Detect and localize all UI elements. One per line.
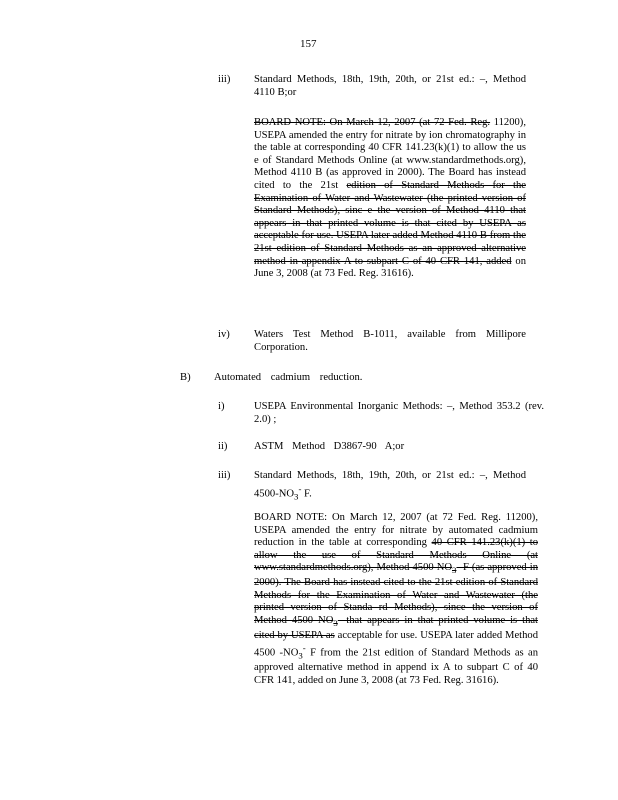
item-marker: ii): [218, 441, 228, 452]
section-marker: B): [180, 372, 191, 383]
board-note: [254, 512, 538, 688]
item-marker: iii): [218, 74, 231, 85]
superscript: -: [298, 483, 302, 494]
item-text: [254, 470, 526, 503]
subscript: 3: [452, 565, 457, 576]
item-marker: iii): [218, 470, 231, 481]
item-text: Waters Test Method B-1011, available from Millipore Corporation.: [254, 329, 526, 353]
struck-text: BOARD NOTE: On March 12, 2007 (at 72 Fed. Reg.: [254, 117, 491, 128]
struck-text: edition of Standard Methods for the Examination of Water and Wastewater (the printed version of Standard Methods), sinc e the version of Method 4110 that appears in that printed volume is that cited by USEPA as acceptable for use. USEPA later added Method 4110 B from the 21st edition of Standard Methods as an approved alternative method in appendix A to subpart C of 40 CFR 141, added: [254, 179, 526, 267]
item-text: ASTM Method D3867-90 A;or: [254, 441, 405, 452]
subscript: 3: [298, 650, 303, 661]
page-number: 157: [300, 38, 317, 50]
item-marker: iv): [218, 329, 230, 340]
item-text: USEPA Environmental Inorganic Methods: –, Method 353.2 (rev. 2.0) ;: [254, 401, 544, 425]
note-text: 11200), USEPA amended the entry for nitrate by ion chromatography in the table at corresponding 40 CFR 141.23(k)(1) to allow the us e of Standard Methods Online (at www.standardmethods.org), Method 4110 B (as approved in 2000). The Board has instead cited to the 21st: [254, 117, 526, 191]
item-text-part: Standard Methods, 18th, 19th, 20th, or 21st ed.: –, Method: [254, 470, 526, 481]
note-text: on June 3, 2008 (at 73 Fed. Reg. 31616).: [254, 255, 526, 280]
item-text-part: 4500-NO: [254, 488, 295, 500]
note-text: F from the 21st edition of Standard Methods as an approved alternative method in append ix A to subpart C of 40 CFR 141, added on June 3, 2008 (at 73 Fed. Reg. 31616).: [254, 647, 538, 686]
subscript: 3: [294, 491, 299, 502]
note-text: acceptable for use. USEPA later added Method 4500 -NO: [254, 629, 538, 659]
superscript: -: [302, 643, 306, 654]
board-note: [254, 117, 526, 281]
subscript: 3: [333, 617, 338, 628]
section-title: Automated cadmium reduction.: [214, 372, 363, 383]
item-text: Standard Methods, 18th, 19th, 20th, or 21st ed.: –, Method 4110 B;or: [254, 74, 526, 98]
struck-text: - that appears in that printed volume is that cited by USEPA as: [254, 614, 539, 641]
note-text: BOARD NOTE: On March 12, 2007 (at 72 Fed. Reg. 11200), USEPA amended the entry for nitrate by automated cadmium reduction in the table at corresponding: [254, 512, 538, 549]
item-marker: i): [218, 401, 225, 412]
item-text-part: F.: [301, 488, 312, 500]
struck-text: - F (as approved in 2000). The Board has instead cited to the 21st edition of Standard Methods for the Examination of Water and Wastewater (the printed version of Standa rd Methods), since the version of Method 4500 NO: [254, 562, 539, 626]
struck-text: 40 CFR 141.23(k)(1) to allow the use of Standard Methods Online (at www.standardmethods.org), Method 4500 NO: [254, 537, 538, 574]
